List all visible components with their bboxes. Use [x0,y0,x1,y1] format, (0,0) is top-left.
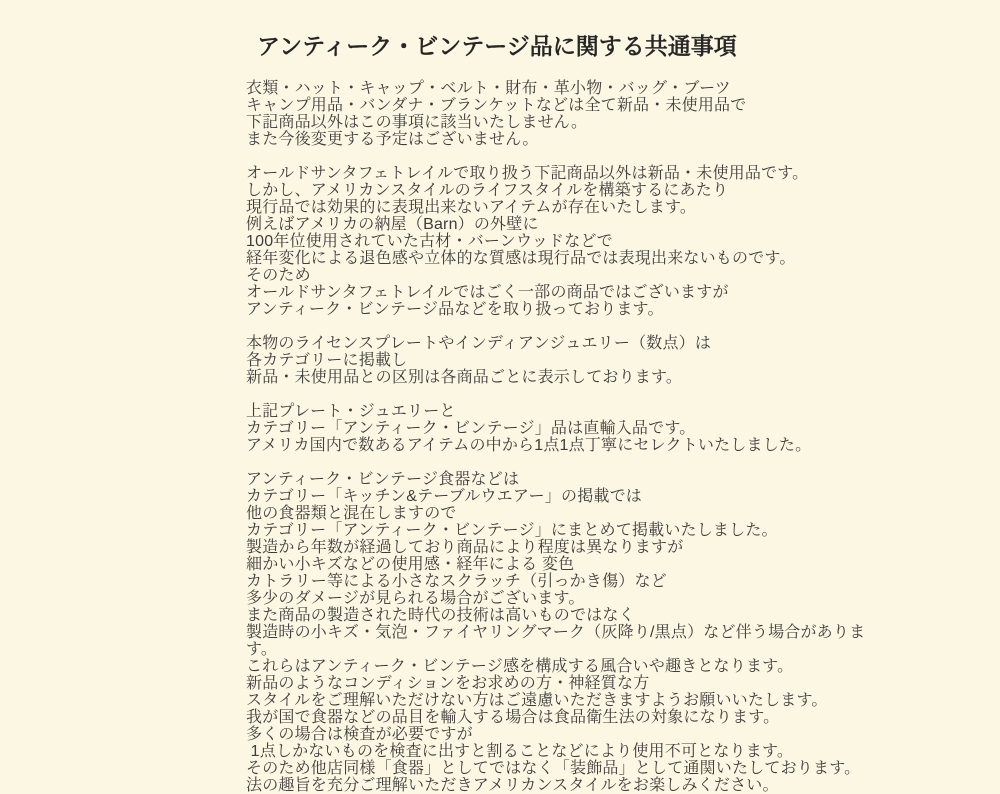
text-line: 新品のようなコンディションをお求めの方・神経質な方 [246,675,650,692]
text-line: 現行品では効果的に表現出来ないアイテムが存在いたします。 [246,199,697,216]
text-line: そのため他店同様「食器」としてではなく「装飾品」として通関いたしております。 [246,760,861,777]
text-line: 我が国で食器などの品目を輸入する場合は食品衛生法の対象になります。 [246,709,780,726]
text-line: カテゴリー「キッチン&テーブルウエアー」の掲載では [246,488,642,505]
policy-paragraphs [246,80,866,794]
text-line: 経年変化による退色感や立体的な質感は現行品では表現出来ないものです。 [246,250,796,267]
text-line: また今後変更する予定はございません。 [246,131,539,148]
text-line: 本物のライセンスプレートやインディアンジュエリー（数点）は [246,335,712,352]
text-line: 新品・未使用品との区別は各商品ごとに表示しております。 [246,369,683,386]
text-line: スタイルをご理解いただけない方はご遠慮いただきますようお願いいたします。 [246,692,828,709]
text-line: オールドサンタフェトレイルではごく一部の商品ではございますが [246,284,729,301]
text-line: アメリカ国内で数あるアイテムの中から1点1点丁寧にセレクトいたしました。 [246,437,812,454]
page-title: アンティーク・ビンテージ品に関する共通事項 [257,33,737,59]
text-line: 多くの場合は検査が必要ですが [246,726,473,743]
text-line: 多少のダメージが見られる場合がございます。 [246,590,585,607]
text-line: 法の趣旨を充分ご理解いただきアメリカンスタイルをお楽しみください。 [246,777,779,794]
text-line: 1点しかないものを検査に出すと割ることなどにより使用不可となります。 [246,743,794,760]
text-line: 細かい小キズなどの使用感・経年による 変色 [246,556,575,573]
text-line: そのため [246,267,311,284]
text-line: 例えばアメリカの納屋（Barn）の外壁に [246,216,539,233]
paragraph [246,471,866,794]
text-line: 上記プレート・ジュエリーと [246,403,456,420]
paragraph [246,335,866,386]
text-line: また商品の製造された時代の技術は高いものではなく [246,607,635,624]
text-line: 下記商品以外はこの事項に該当いたしません。 [246,114,588,131]
text-line: しかし、アメリカンスタイルのライフスタイルを構築するにあたり [246,182,729,199]
text-line: アンティーク・ビンテージ食器などは [246,471,520,488]
text-line: 100年位使用されていた古材・バーンウッドなどで [246,233,613,250]
policy-content [246,33,866,794]
text-line: 製造時の小キズ・気泡・ファイヤリングマーク（灰降り/黒点）など伴う場合があります。 [246,624,866,658]
text-line: 他の食器類と混在しますので [246,505,457,522]
paragraph [246,165,866,318]
text-line: オールドサンタフェトレイルで取り扱う下記商品以外は新品・未使用品です。 [246,165,809,182]
text-line: これらはアンティーク・ビンテージ感を構成する風合いや趣きとなります。 [246,658,794,675]
text-line: 各カテゴリーに掲載し [246,352,408,369]
text-line: アンティーク・ビンテージ品などを取り扱っております。 [246,301,664,318]
text-line: カトラリー等による小さなスクラッチ（引っかき傷）など [246,573,667,590]
text-line: カテゴリー「アンティーク・ビンテージ」品は直輸入品です。 [246,420,696,437]
paragraph [246,403,866,454]
text-line: 衣類・ハット・キャップ・ベルト・財布・革小物・バッグ・ブーツ [246,80,731,97]
paragraph [246,80,866,148]
text-line: 製造から年数が経過しており商品により程度は異なりますが [246,539,684,556]
text-line: キャンプ用品・バンダナ・ブランケットなどは全て新品・未使用品で [246,97,747,114]
text-line: カテゴリー「アンティーク・ビンテージ」にまとめて掲載いたしました。 [246,522,778,539]
